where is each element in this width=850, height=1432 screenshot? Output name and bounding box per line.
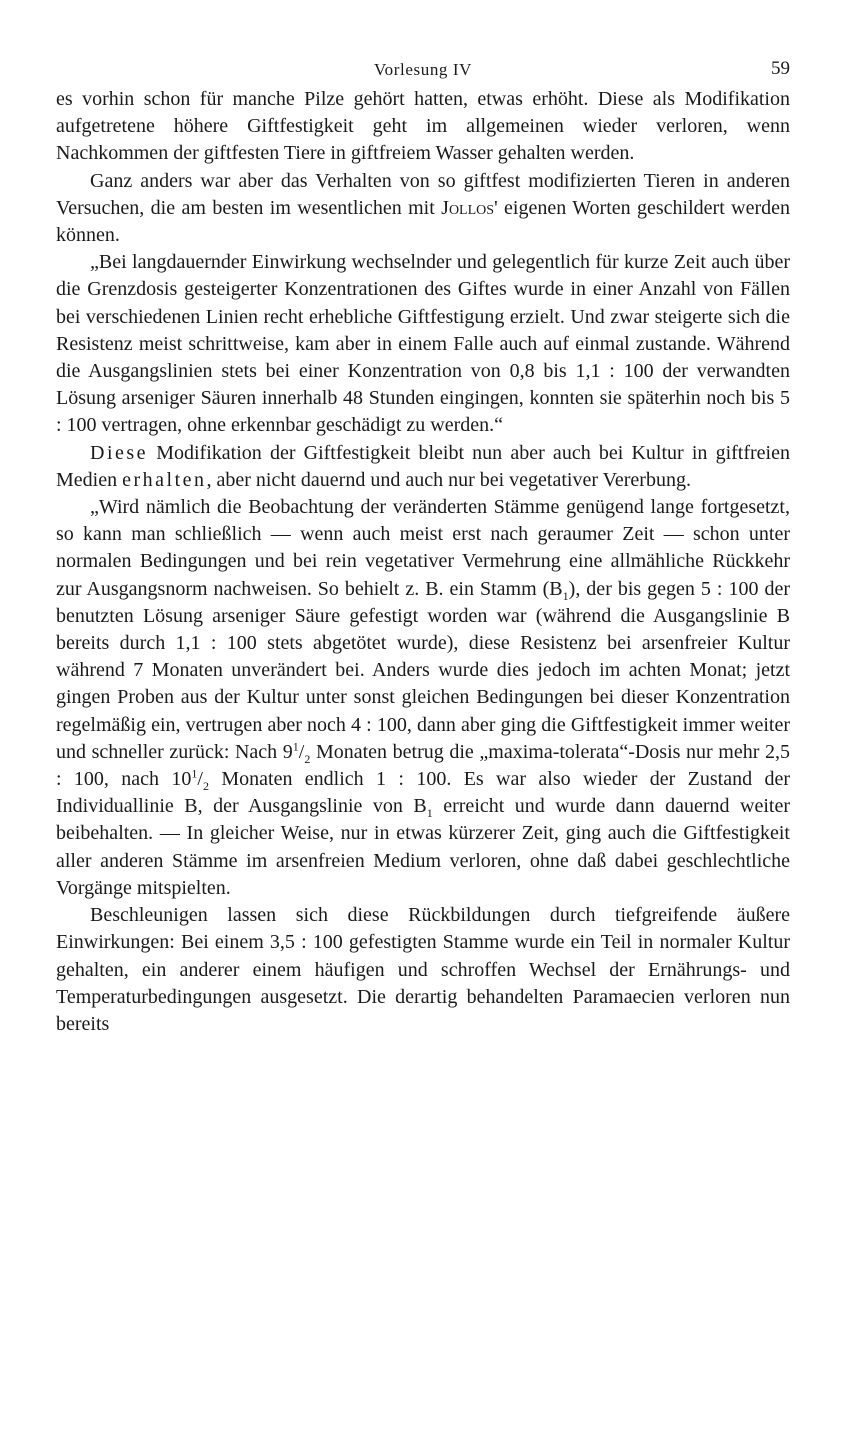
paragraph-6-text: Beschleunigen lassen sich diese Rückbildungen durch tiefgreifende äußere Einwirkungen: Bei einem 3,5 : 100 gefestigten Stamme wurde ein Teil in normaler Kultur gehalten, ein anderer einem häufigen und schroffen Wechsel der Ernährungs- und Temperaturbedingungen ausgesetzt. Die derartig behandelten Paramaecien verloren nun bereits — [56, 904, 790, 1035]
paragraph-4 — [56, 440, 790, 494]
fraction-numerator: 1 — [292, 739, 299, 754]
paragraph-1-text: es vorhin schon für manche Pilze gehört hatten, etwas erhöht. Diese als Modifikation aufgetretene höhere Giftfestigkeit geht im allgemeinen wieder verloren, wenn Nachkommen der giftfesten Tiere in giftfreiem Wasser gehalten werden. — [56, 88, 790, 165]
paragraph-5-part-2: ), der bis gegen 5 : 100 der benutzten Lösung arseniger Säure gefestigt worden war (während die Ausgangslinie B bereits durch 1,1 : 100 stets abgetötet wurde), diese Resistenz bei arsenfreier Kultur während 7 Monaten unverändert bei. Anders wurde dies jedoch im achten Monat; jetzt gingen Proben aus der Kultur unter sonst gleichen Bedingungen bei dieser Konzentration regelmäßig ein, vertrugen aber noch 4 : 100, dann aber ging die Giftfestigkeit immer weiter und schneller zurück: Nach 9 — [56, 577, 790, 763]
body-text — [56, 86, 790, 1038]
subscript-b1: 1 — [562, 588, 569, 603]
paragraph-6 — [56, 902, 790, 1038]
paragraph-2 — [56, 168, 790, 250]
book-page — [56, 56, 790, 1038]
emphasis-erhalten: erhalten — [122, 468, 207, 491]
fraction-denominator: 2 — [202, 779, 209, 794]
paragraph-2-after: ' eigenen Worten geschildert werden können. — [56, 196, 791, 247]
fraction-denominator: 2 — [304, 751, 311, 766]
paragraph-3-quote — [56, 249, 790, 439]
paragraph-5-part-1: „Wird nämlich die Beobachtung der veränderten Stämme genügend lange fortgesetzt, so kann man schließlich — wenn auch meist erst nach geraumer Zeit — schon unter normalen Bedingungen und bei rein vegetativer Vermehrung eine allmähliche Rückkehr zur Ausgangsnorm nachweisen. So behielt z. B. ein Stamm (B — [56, 496, 790, 600]
paragraph-5-part-5: erreicht und wurde dann dauernd weiter beibehalten. — In gleicher Weise, nur in etwas kürzerer Zeit, ging auch die Giftfestigkeit aller anderen Stämme im arsenfreien Medium verloren, ohne daß dabei geschlechtliche Vorgänge mitspielten. — [56, 795, 790, 899]
paragraph-5-part-3: Monaten betrug die „maxima-tolerata“-Dosis nur mehr 2,5 : 100, nach 10 — [56, 740, 791, 791]
subscript-b1: 1 — [426, 806, 433, 821]
running-head: Vorlesung IV — [373, 60, 473, 79]
author-name-jollos: Jollos — [441, 196, 495, 219]
fraction-numerator: 1 — [191, 766, 198, 781]
paragraph-4-mid: Modifikation der Giftfestigkeit bleibt nun aber auch bei Kultur in giftfreien Medien — [56, 441, 790, 491]
paragraph-4-end: , aber nicht dauernd und auch nur bei vegetativer Vererbung. — [206, 468, 691, 491]
paragraph-5-quote: „Wird nämlich die Beobachtung der veränderten Stämme genügend lange fortgesetzt, so kann man schließlich — wenn auch meist erst nach geraumer Zeit — schon unter normalen Bedingungen und bei rein vegetativer Vermehrung eine allmähliche Rückkehr zur Ausgangsnorm nachweisen. So behielt z. B. ein Stamm $(B_1)$, der bis gegen 5 : 100 der benutzten Lösung arseniger Säure gefestigt worden war (während die Ausgangslinie B bereits durch 1,1 : 100 stets abgetötet wurde), diese Resistenz bei arsenfreier Kultur während 7 Monaten unverändert bei. Anders wurde dies jedoch im achten Monat; jetzt gingen Proben aus der Kultur unter sonst gleichen Bedingungen bei dieser Konzentration regelmäßig ein, vertrugen aber noch 4 : 100, dann aber ging die Giftfestigkeit immer weiter und schneller zurück: Nach $9^1/_2$ Monaten betrug die „maxima-tolerata“-Dosis nur mehr 2,5 : 100, nach $10^1/_2$ Monaten endlich 1 : 100. Es war also wieder der Zustand der Individuallinie B, der Ausgangslinie von $B_1$ erreicht und wurde dann dauernd weiter beibehalten. — In gleicher Weise, nur in etwas kürzerer Zeit, ging auch die Giftfestigkeit aller anderen Stämme im arsenfreien Medium verloren, ohne daß dabei geschlechtliche Vorgänge mitspielten. — [56, 496, 791, 899]
page-number: 59 — [771, 58, 790, 79]
paragraph-5-part-4: Monaten endlich 1 : 100. Es war also wieder der Zustand der Individuallinie B, der Ausgangslinie von B — [56, 768, 791, 818]
page-header — [56, 56, 790, 86]
paragraph-3-text: „Bei langdauernder Einwirkung wechselnder und gelegentlich für kurze Zeit auch über die Grenzdosis gesteigerter Konzentrationen des Giftes wurde in einer Anzahl von Fällen bei verschiedenen Linien recht erhebliche Giftfestigung erzielt. Und zwar steigerte sich die Resistenz meist schrittweise, kam aber in einem Falle auch auf einmal zustande. Während die Ausgangslinien stets bei einer Konzentration von 0,8 bis 1,1 : 100 der verwandten Lösung arseniger Säuren innerhalb 48 Stunden eingingen, konnten sie späterhin noch bis 5 : 100 vertragen, ohne erkennbar geschädigt zu werden.“ — [56, 251, 790, 437]
emphasis-diese: Diese — [90, 441, 149, 464]
paragraph-2-before: Ganz anders war aber das Verhalten von so giftfest modifizierten Tieren in anderen Versuchen, die am besten im wesentlichen mit — [56, 169, 790, 219]
paragraph-1 — [56, 86, 790, 168]
